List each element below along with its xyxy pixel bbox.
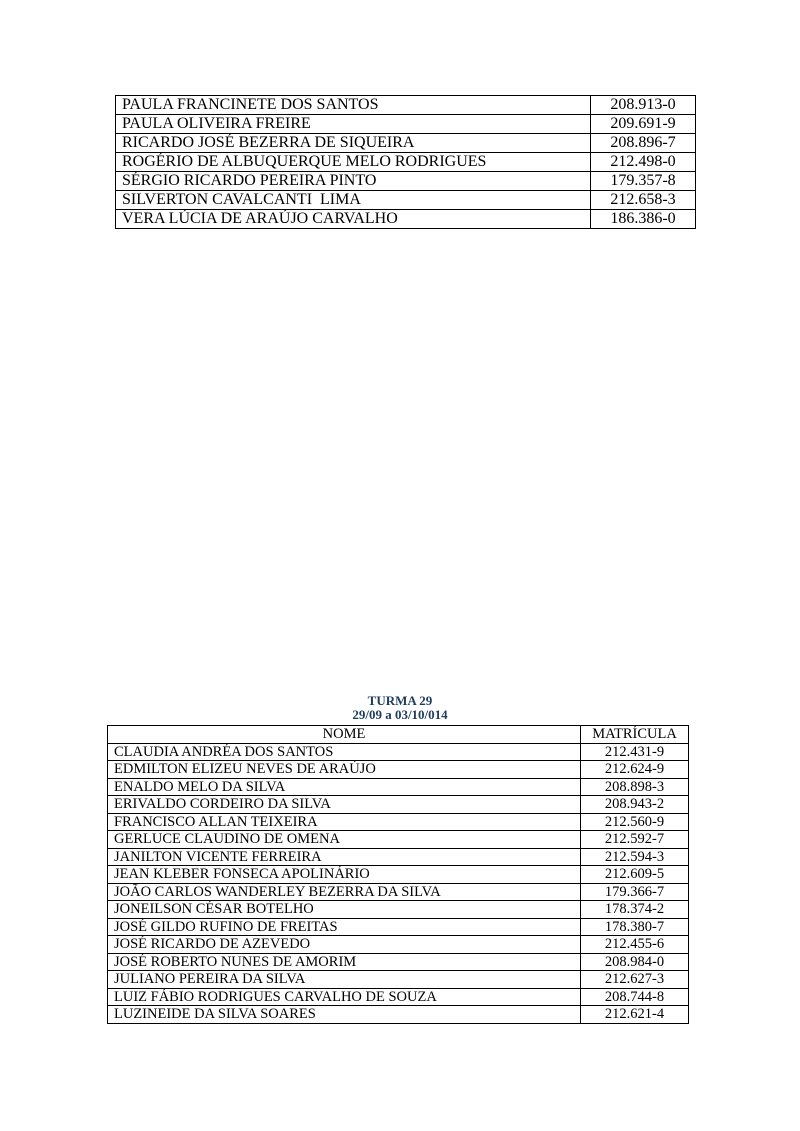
row-matricula: 208.744-8 xyxy=(581,988,689,1006)
table-row xyxy=(108,988,689,1006)
row-matricula: 208.913-0 xyxy=(591,96,696,115)
row-matricula: 208.984-0 xyxy=(581,953,689,971)
row-nome: RICARDO JOSÉ BEZERRA DE SIQUEIRA xyxy=(116,134,591,153)
table-row xyxy=(108,831,689,849)
table-row xyxy=(108,883,689,901)
row-matricula: 186.386-0 xyxy=(591,210,696,229)
row-matricula: 212.658-3 xyxy=(591,191,696,210)
table-row xyxy=(108,743,689,761)
row-nome: JULIANO PEREIRA DA SILVA xyxy=(108,971,581,989)
row-nome: CLAUDIA ANDRÉA DOS SANTOS xyxy=(108,743,581,761)
table-row xyxy=(108,848,689,866)
row-matricula: 178.380-7 xyxy=(581,918,689,936)
row-nome: FRANCISCO ALLAN TEIXEIRA xyxy=(108,813,581,831)
table-row xyxy=(116,96,696,115)
row-matricula: 212.621-4 xyxy=(581,1006,689,1024)
turma-heading xyxy=(0,694,800,722)
row-matricula: 208.943-2 xyxy=(581,796,689,814)
row-matricula: 212.455-6 xyxy=(581,936,689,954)
table-row xyxy=(108,796,689,814)
row-nome: ERIVALDO CORDEIRO DA SILVA xyxy=(108,796,581,814)
column-header-nome: NOME xyxy=(108,726,581,744)
row-nome: LUIZ FÁBIO RODRIGUES CARVALHO DE SOUZA xyxy=(108,988,581,1006)
row-matricula: 178.374-2 xyxy=(581,901,689,919)
row-nome: JOSÉ GILDO RUFINO DE FREITAS xyxy=(108,918,581,936)
row-matricula: 212.431-9 xyxy=(581,743,689,761)
row-nome: PAULA FRANCINETE DOS SANTOS xyxy=(116,96,591,115)
turma-roster-header xyxy=(108,726,689,744)
table-row xyxy=(108,953,689,971)
table-row xyxy=(108,866,689,884)
table-row xyxy=(116,172,696,191)
row-matricula: 212.560-9 xyxy=(581,813,689,831)
row-nome: JOÃO CARLOS WANDERLEY BEZERRA DA SILVA xyxy=(108,883,581,901)
table-row xyxy=(116,134,696,153)
table-row xyxy=(108,813,689,831)
row-matricula: 212.609-5 xyxy=(581,866,689,884)
table-row xyxy=(108,1006,689,1024)
row-nome: EDMILTON ELIZEU NEVES DE ARAÚJO xyxy=(108,761,581,779)
row-matricula: 208.896-7 xyxy=(591,134,696,153)
row-nome: JOSÉ RICARDO DE AZEVEDO xyxy=(108,936,581,954)
row-matricula: 208.898-3 xyxy=(581,778,689,796)
top-roster-table xyxy=(115,95,696,229)
row-matricula: 212.498-0 xyxy=(591,153,696,172)
row-nome: ROGÉRIO DE ALBUQUERQUE MELO RODRIGUES xyxy=(116,153,591,172)
turma-roster-table xyxy=(107,725,689,1024)
table-row xyxy=(108,936,689,954)
row-nome: JANILTON VICENTE FERREIRA xyxy=(108,848,581,866)
table-row xyxy=(108,971,689,989)
row-matricula: 212.624-9 xyxy=(581,761,689,779)
row-matricula: 212.594-3 xyxy=(581,848,689,866)
row-nome: ENALDO MELO DA SILVA xyxy=(108,778,581,796)
table-row xyxy=(116,210,696,229)
row-nome: GERLUCE CLAUDINO DE OMENA xyxy=(108,831,581,849)
table-row xyxy=(116,115,696,134)
row-nome: VERA LÚCIA DE ARAÚJO CARVALHO xyxy=(116,210,591,229)
row-nome: PAULA OLIVEIRA FREIRE xyxy=(116,115,591,134)
row-matricula: 179.366-7 xyxy=(581,883,689,901)
header-row xyxy=(108,726,689,744)
row-matricula: 179.357-8 xyxy=(591,172,696,191)
table-row xyxy=(108,761,689,779)
top-roster-body xyxy=(116,96,696,229)
turma-roster-body xyxy=(108,743,689,1023)
turma-dates: 29/09 a 03/10/014 xyxy=(352,707,448,722)
column-header-matricula: MATRÍCULA xyxy=(581,726,689,744)
table-row xyxy=(108,901,689,919)
row-nome: SÉRGIO RICARDO PEREIRA PINTO xyxy=(116,172,591,191)
table-row xyxy=(108,778,689,796)
table-row xyxy=(108,918,689,936)
row-nome: JOSÉ ROBERTO NUNES DE AMORIM xyxy=(108,953,581,971)
table-row xyxy=(116,191,696,210)
row-matricula: 212.592-7 xyxy=(581,831,689,849)
row-matricula: 209.691-9 xyxy=(591,115,696,134)
row-matricula: 212.627-3 xyxy=(581,971,689,989)
table-row xyxy=(116,153,696,172)
row-nome: SILVERTON CAVALCANTI LIMA xyxy=(116,191,591,210)
row-nome: JONEILSON CÉSAR BOTELHO xyxy=(108,901,581,919)
turma-title: TURMA 29 xyxy=(367,693,433,708)
row-nome: LUZINEIDE DA SILVA SOARES xyxy=(108,1006,581,1024)
row-nome: JEAN KLEBER FONSECA APOLINÁRIO xyxy=(108,866,581,884)
